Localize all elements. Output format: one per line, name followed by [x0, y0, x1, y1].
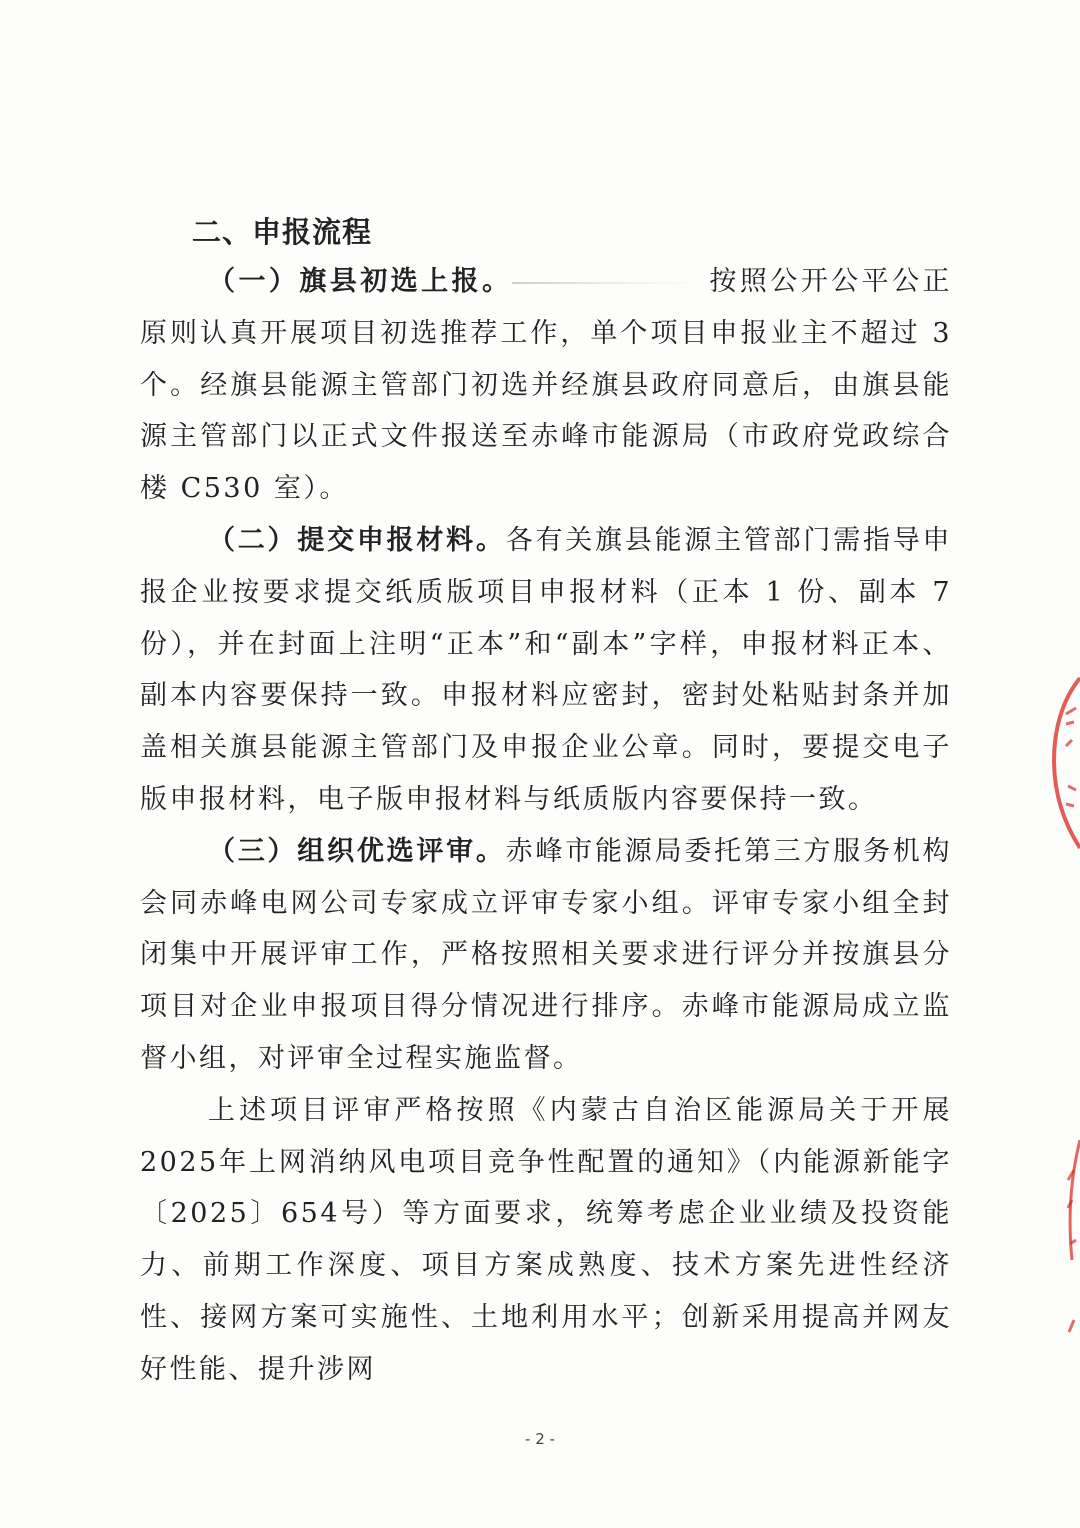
paragraph-1: [140, 256, 952, 515]
paragraph-text: 上述项目评审严格按照《内蒙古自治区能源局关于开展2025年上网消纳风电项目竞争性配置的通知》（内能源新能字〔2025〕654号）等方面要求，统筹考虑企业业绩及投资能力、前期工作深度、项目方案成熟度、技术方案先进性经济性、接网方案可实施性、土地利用水平；创新采用提高并网友好性能、提升涉网: [140, 1094, 952, 1385]
seal-fragment-lower: [1060, 1140, 1080, 1360]
section-heading: 二、申报流程: [192, 215, 373, 249]
redaction-mark: [512, 282, 702, 284]
seal-fragment-upper: [1040, 660, 1080, 860]
paragraph-lead: （三）组织优选评审。: [208, 835, 506, 867]
paragraph-text: 赤峰市能源局委托第三方服务机构会同赤峰电网公司专家成立评审专家小组。评审专家小组全封闭集中开展评审工作，严格按照相关要求进行评分并按旗县分项目对企业申报项目得分情况进行排序。赤峰市能源局成立监督小组，对评审全过程实施监督。: [140, 835, 953, 1074]
paragraph-lead: （一）旗县初选上报。: [208, 266, 513, 297]
page-number: - 2 -: [525, 1430, 555, 1448]
paragraph-3: [140, 826, 952, 1085]
paragraph-text: 按照公开公平公正原则认真开展项目初选推荐工作，单个项目申报业主不超过 3 个。经旗县能源主管部门初选并经旗县政府同意后，由旗县能源主管部门以正式文件报送至赤峰市能源局（市政府党政综合楼 C530 室）。: [140, 266, 953, 505]
document-body: [140, 208, 952, 1396]
paragraph-text: 各有关旗县能源主管部门需指导申报企业按要求提交纸质版项目申报材料（正本 1 份、副本 7 份），并在封面上注明“正本”和“副本”字样，申报材料正本、副本内容要保持一致。申报材料应密封，密封处粘贴封条并加盖相关旗县能源主管部门及申报企业公章。同时，要提交电子版申报材料，电子版申报材料与纸质版内容要保持一致。: [140, 524, 953, 815]
paragraph-2: [140, 515, 952, 826]
paragraph-lead: （二）提交申报材料。: [208, 524, 506, 556]
paragraph-4: [140, 1085, 952, 1396]
